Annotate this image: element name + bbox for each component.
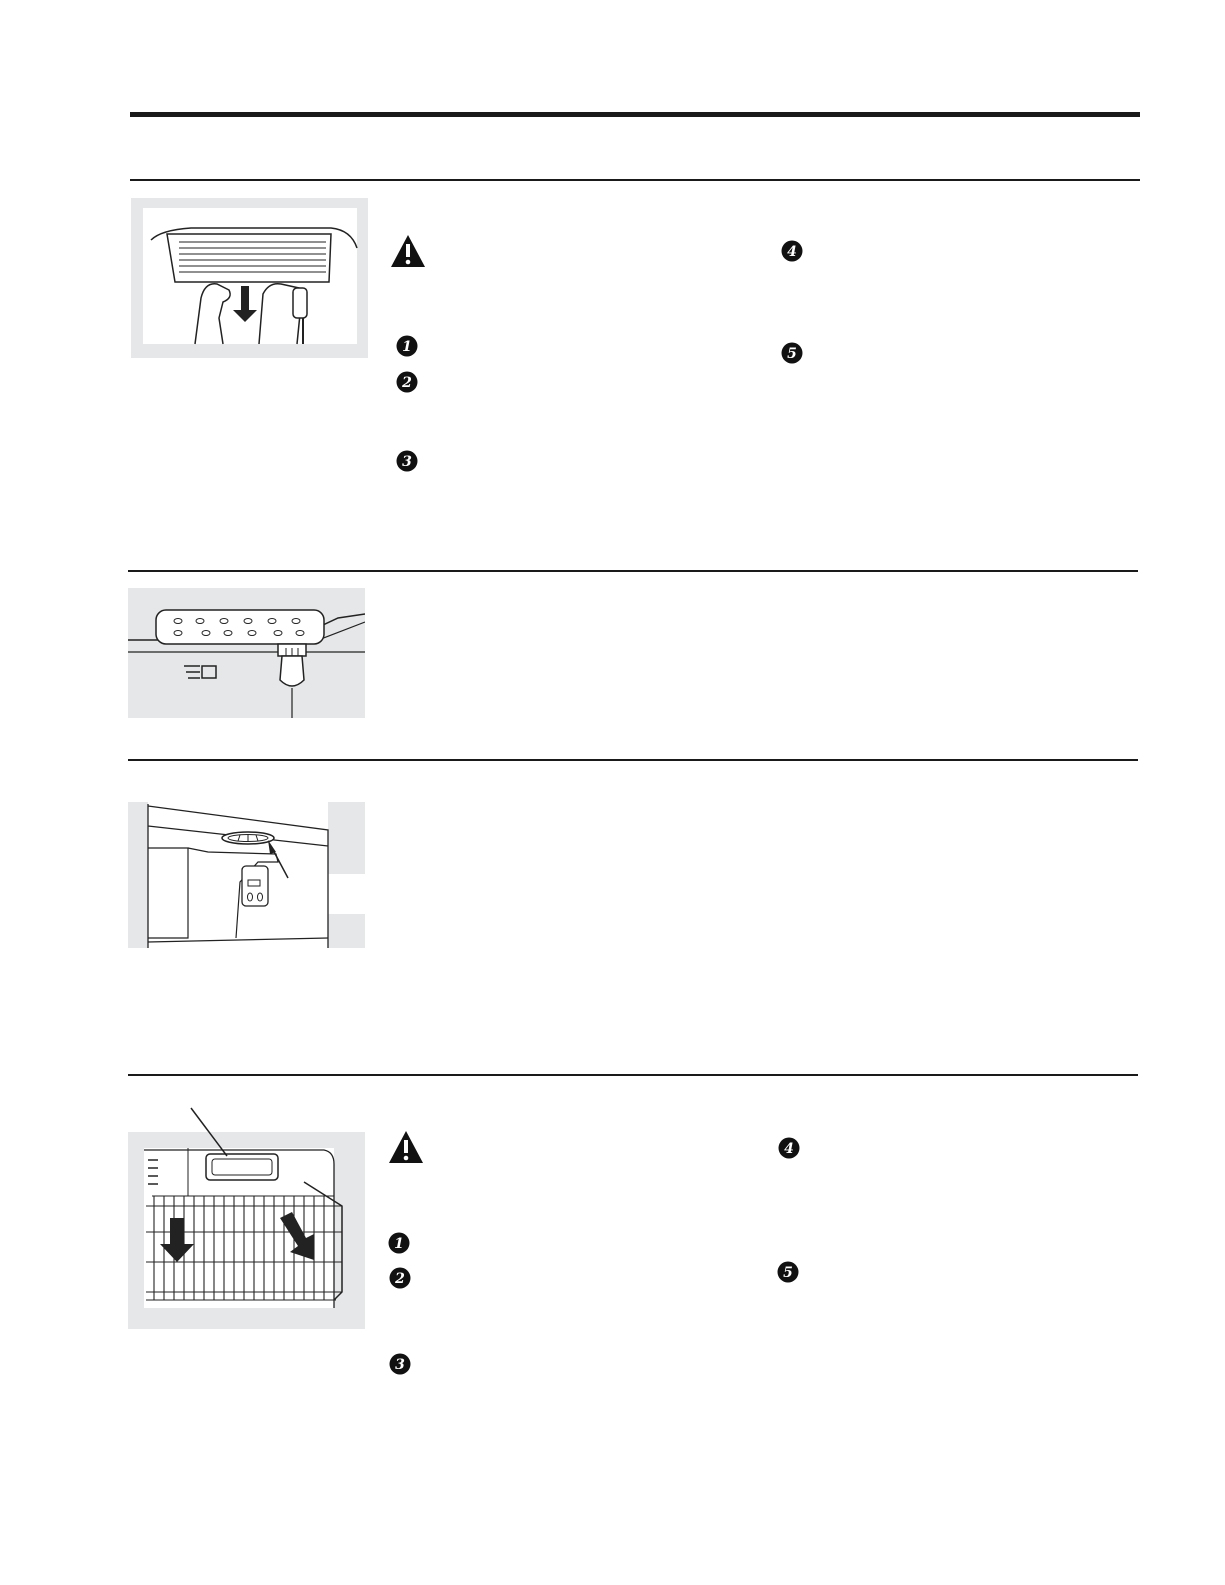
figure-ceiling-light-cover	[128, 802, 365, 948]
step-2-icon	[396, 371, 418, 393]
header-thick-rule	[130, 112, 1140, 117]
step-3-icon	[389, 1353, 411, 1375]
svg-text:5: 5	[787, 346, 797, 362]
svg-text:4: 4	[784, 1141, 794, 1157]
svg-text:2: 2	[402, 375, 412, 391]
svg-text:3: 3	[402, 454, 412, 470]
figure-light-cover-removal	[131, 198, 368, 358]
section-4-rule	[128, 1074, 1138, 1076]
step-3-icon	[396, 450, 418, 472]
step-4-icon	[778, 1137, 800, 1159]
figure-basket-light-shield	[128, 1132, 365, 1329]
svg-text:3: 3	[395, 1357, 405, 1373]
section-2-rule	[128, 570, 1138, 572]
svg-text:2: 2	[395, 1271, 405, 1287]
step-4-icon	[781, 240, 803, 262]
svg-text:1: 1	[394, 1236, 404, 1252]
step-5-icon	[777, 1261, 799, 1283]
svg-text:5: 5	[783, 1265, 793, 1281]
step-5-icon	[781, 342, 803, 364]
section-3-rule	[128, 759, 1138, 761]
step-1-icon	[396, 335, 418, 357]
warning-triangle-icon	[390, 234, 426, 268]
svg-text:4: 4	[787, 244, 797, 260]
warning-triangle-icon	[388, 1130, 424, 1164]
step-1-icon	[388, 1232, 410, 1254]
step-2-icon	[389, 1267, 411, 1289]
header-thin-rule	[130, 179, 1140, 181]
figure-4-callout-line	[185, 1106, 235, 1158]
figure-light-panel	[128, 588, 365, 718]
svg-text:1: 1	[402, 339, 412, 355]
